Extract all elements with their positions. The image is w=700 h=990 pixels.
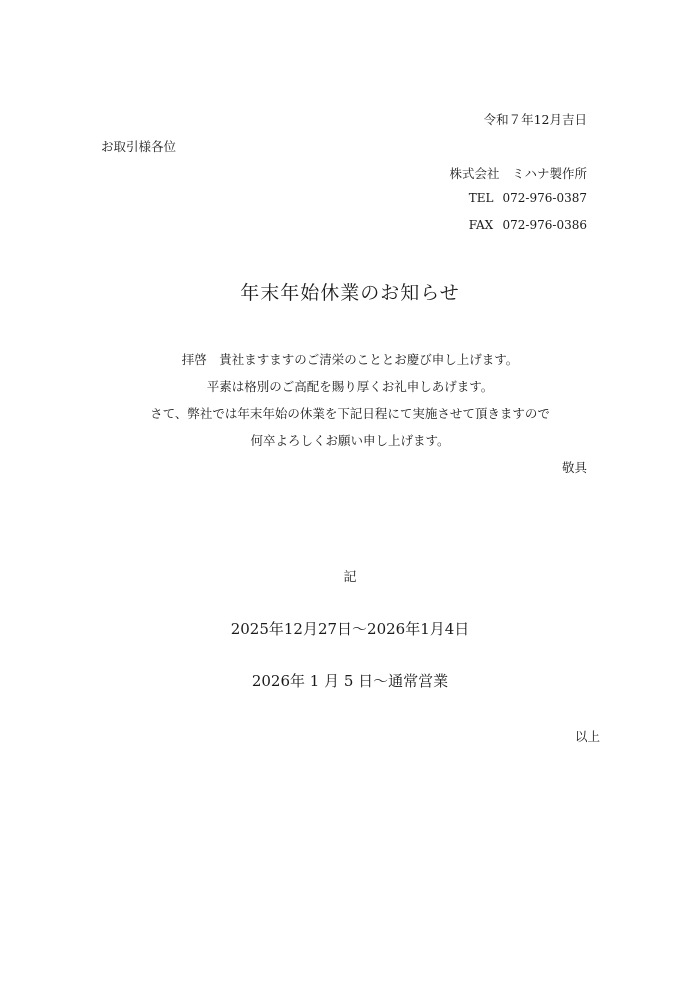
company-name: 株式会社 ミハナ製作所 — [449, 166, 587, 181]
issue-date: 令和７年12月吉日 — [483, 112, 587, 127]
greeting-line: 拝啓 貴社ますますのご清栄のこととお慶び申し上げます。 — [181, 352, 519, 367]
recipient: お取引様各位 — [101, 139, 177, 154]
page-title: 年末年始休業のお知らせ — [240, 282, 460, 304]
greeting-body — [0, 346, 700, 454]
holiday-period: 2025年12月27日～2026年1月4日 — [230, 620, 470, 638]
tel-label: TEL — [468, 191, 494, 205]
ki-heading: 記 — [343, 570, 357, 585]
fax-number: 072-976-0386 — [502, 218, 587, 232]
business-resume: 2026年 1 月 5 日～通常営業 — [251, 672, 449, 690]
closing-keigu: 敬具 — [561, 460, 587, 475]
greeting-line: 平素は格別のご高配を賜り厚くお礼申しあげます。 — [206, 379, 494, 394]
fax-line — [469, 218, 587, 232]
fax-label: FAX — [468, 218, 494, 232]
greeting-line: 何卒よろしくお願い申し上げます。 — [250, 433, 450, 448]
tel-line — [469, 191, 587, 205]
greeting-line: さて、弊社では年末年始の休業を下記日程にて実施させて頂きますので — [150, 406, 550, 421]
ijo-closing: 以上 — [574, 729, 600, 744]
tel-number: 072-976-0387 — [502, 191, 587, 205]
